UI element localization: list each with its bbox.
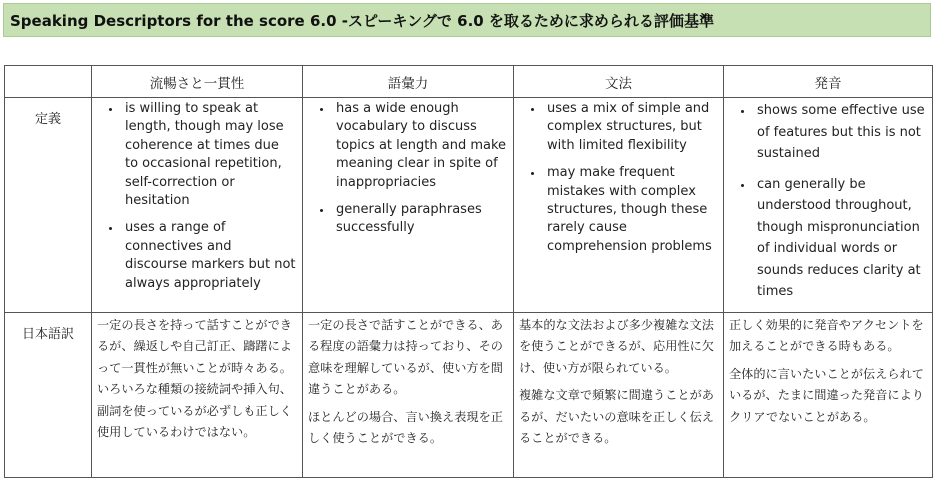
page-title: Speaking Descriptors for the score 6.0 -スピーキングで 6.0 を取るために求められる評価基準: [10, 12, 714, 30]
title-banner: [3, 3, 931, 37]
translation-text: ほとんどの場合、言い換え表現を正しく使うことができる。: [308, 409, 503, 445]
translation-text: 全体的に言いたいことが伝えられているが、たまに間違った発音によりクリアでないことがある。: [729, 366, 924, 424]
japanese-row: [5, 312, 933, 477]
list-item: • shows some effective use of features but this is not sustained: [753, 100, 926, 165]
definition-cell-fluency: [92, 98, 303, 313]
column-header-pronunciation: 発音: [724, 66, 933, 98]
column-header-fluency: 流暢さと一貫性: [92, 66, 303, 98]
header-row: [5, 66, 933, 98]
definition-cell-vocabulary: [303, 98, 514, 313]
japanese-cell-pronunciation: [724, 312, 933, 477]
row-header-definition: 定義: [5, 98, 92, 313]
list-item: • may make frequent mistakes with complex structures, though these rarely cause comprehension problems: [543, 164, 717, 256]
definition-row: [5, 98, 933, 313]
definition-cell-grammar: [514, 98, 724, 313]
list-item: • uses a range of connectives and discourse markers but not always appropriately: [121, 219, 296, 293]
definition-cell-pronunciation: [724, 98, 933, 313]
list-item: • can generally be understood throughout, though mispronunciation of individual words or sounds reduces clarity at times: [753, 174, 926, 303]
column-header-vocabulary: 語彙力: [303, 66, 514, 98]
list-item: • uses a mix of simple and complex structures, but with limited flexibility: [543, 100, 717, 155]
translation-text: 正しく効果的に発音やアクセントを加えることができる時もある。: [729, 317, 924, 353]
translation-text: 一定の長さを持って話すことができるが、繰返しや自己訂正、躊躇によって一貫性が無いことが時々ある。いろいろな種類の接続詞や挿入句、副詞を使っているが必ずしも正しく使用しているわけではない。: [97, 317, 292, 439]
corner-cell: [5, 66, 92, 98]
descriptor-table: [4, 65, 933, 478]
row-header-japanese: 日本語訳: [5, 312, 92, 477]
translation-text: 複雑な文章で頻繁に間違うことがあるが、だいたいの意味を正しく伝えることができる。: [519, 388, 714, 445]
list-item: • generally paraphrases successfully: [332, 201, 507, 238]
list-item: • has a wide enough vocabulary to discuss topics at length and make meaning clear in spite of inappropriacies: [332, 100, 507, 192]
list-item: • is willing to speak at length, though may lose coherence at times due to occasional repetition, self-correction or hesitation: [121, 100, 296, 210]
column-header-grammar: 文法: [514, 66, 724, 98]
japanese-cell-vocabulary: [303, 312, 514, 477]
translation-text: 基本的な文法および多少複雑な文法を使うことができるが、応用性に欠け、使い方が限られている。: [519, 317, 714, 375]
japanese-cell-grammar: [514, 312, 724, 477]
japanese-cell-fluency: [92, 312, 303, 477]
translation-text: 一定の長さで話すことができる、ある程度の語彙力は持っており、その意味を理解しているが、使い方を間違うことがある。: [308, 317, 503, 396]
